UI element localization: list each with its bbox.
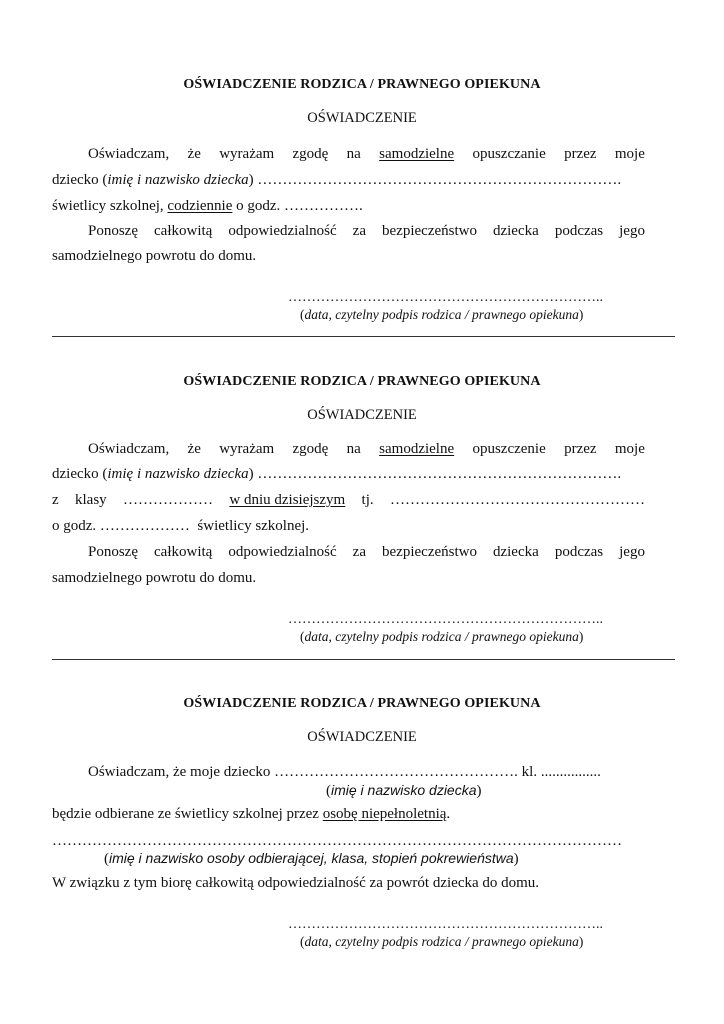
form3-line2: będzie odbierane ze świetlicy szkolnej przez osobę niepełnoletnią. bbox=[52, 806, 451, 822]
form1-line1: Oświadczam, że wyrażam zgodę na samodzielne opuszczanie przez moje bbox=[88, 146, 645, 162]
form3-title: OŚWIADCZENIE RODZICA / PRAWNEGO OPIEKUNA bbox=[183, 696, 541, 711]
form2-line6: samodzielnego powrotu do domu. bbox=[52, 570, 257, 586]
form1-line3: świetlicy szkolnej, codziennie o godz. ……………. bbox=[52, 198, 363, 214]
form3-signature-field[interactable]: ………………………………………………………….. bbox=[288, 917, 603, 932]
divider-1 bbox=[52, 336, 675, 337]
form1-samodzielne: samodzielne bbox=[379, 146, 455, 162]
form3-line4: W związku z tym biorę całkowitą odpowiedzialność za powrót dziecka do domu. bbox=[52, 875, 540, 891]
divider-2 bbox=[52, 659, 675, 660]
form2-samodzielne: samodzielne bbox=[379, 441, 455, 457]
form1-time-field[interactable]: o godz. ……………. bbox=[232, 198, 363, 214]
form1-child-name-label: imię i nazwisko dziecka bbox=[107, 172, 249, 188]
form1-signature-label: (data, czytelny podpis rodzica / prawnego opiekuna) bbox=[300, 307, 584, 322]
form2-title: OŚWIADCZENIE RODZICA / PRAWNEGO OPIEKUNA bbox=[183, 374, 541, 389]
form1-child-name-field[interactable]: ………………………………………………………………. bbox=[257, 172, 622, 188]
form2-signature-field[interactable]: ………………………………………………………….. bbox=[288, 612, 603, 627]
form2-date-field[interactable]: …………………………………………… bbox=[389, 492, 645, 508]
form2-child-name-label: imię i nazwisko dziecka bbox=[107, 466, 249, 482]
form2-signature-label: (data, czytelny podpis rodzica / prawnego opiekuna) bbox=[300, 629, 584, 644]
form2-line2: dziecko (imię i nazwisko dziecka) ………………………………………………………………. bbox=[52, 465, 645, 483]
form3-child-label: (imię i nazwisko dziecka) bbox=[326, 782, 482, 799]
form1-line4: Ponoszę całkowitą odpowiedzialność za bezpieczeństwo dziecka podczas jego bbox=[88, 223, 645, 239]
form2-subtitle: OŚWIADCZENIE bbox=[307, 407, 417, 423]
form1-line5: samodzielnego powrotu do domu. bbox=[52, 248, 257, 264]
form3-person-label: (imię i nazwisko osoby odbierającej, klasa, stopień pokrewieństwa) bbox=[104, 850, 519, 867]
form3-person-field[interactable]: …………………………………………………………………………………………………… bbox=[52, 833, 622, 849]
form3-line1: Oświadczam, że moje dziecko …………………………………………. kl. ................ bbox=[88, 764, 601, 780]
form1-title: OŚWIADCZENIE RODZICA / PRAWNEGO OPIEKUNA bbox=[183, 77, 541, 92]
form2-line1: Oświadczam, że wyrażam zgodę na samodzielne opuszczenie przez moje bbox=[88, 441, 645, 457]
form1-line2: dziecko (imię i nazwisko dziecka) ………………………………………………………………. bbox=[52, 171, 645, 189]
form2-line4: o godz. ……………… świetlicy szkolnej. bbox=[52, 518, 310, 534]
form2-class-field[interactable]: ……………… bbox=[123, 492, 214, 508]
form1-signature-field[interactable]: ………………………………………………………….. bbox=[288, 290, 603, 305]
form3-signature-label: (data, czytelny podpis rodzica / prawnego opiekuna) bbox=[300, 934, 584, 949]
form1-subtitle: OŚWIADCZENIE bbox=[307, 110, 417, 126]
form2-line5: Ponoszę całkowitą odpowiedzialność za bezpieczeństwo dziecka podczas jego bbox=[88, 544, 645, 560]
form3-subtitle: OŚWIADCZENIE bbox=[307, 729, 417, 745]
form2-child-name-field[interactable]: ………………………………………………………………. bbox=[257, 466, 622, 482]
form2-line3: z klasy ……………… w dniu dzisiejszym tj. …………………………………………… bbox=[52, 492, 645, 508]
